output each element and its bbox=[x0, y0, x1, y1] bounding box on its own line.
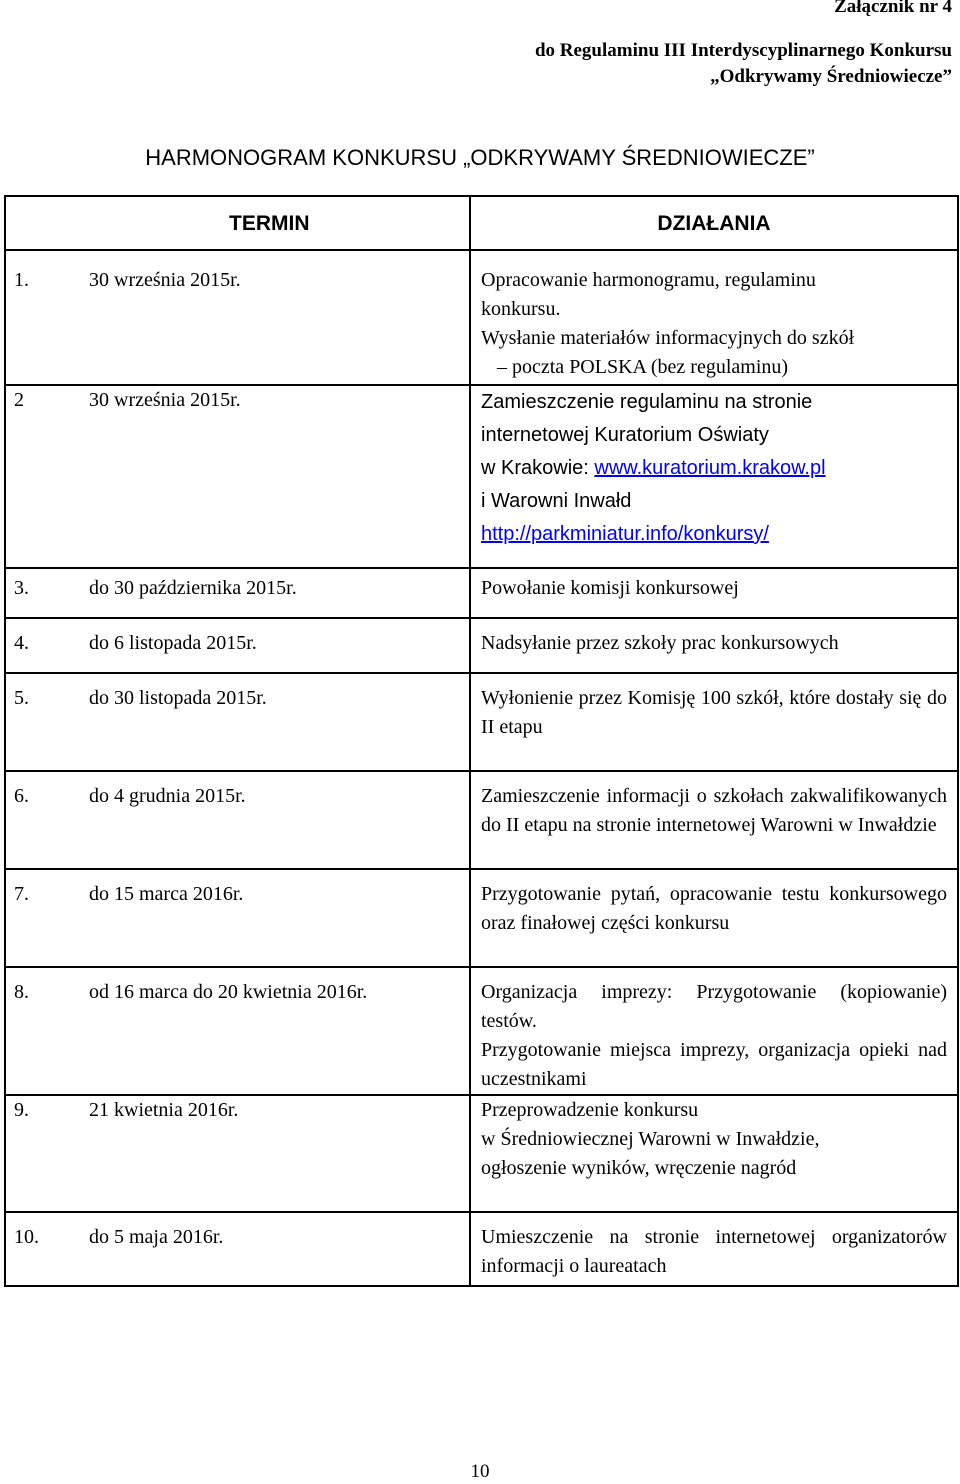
row-actions: Umieszczenie na stronie internetowej organizatorów informacji o laureatach bbox=[470, 1212, 958, 1286]
table-row bbox=[5, 618, 958, 673]
attachment-number: Załącznik nr 4 bbox=[834, 0, 952, 17]
document-title: HARMONOGRAM KONKURSU „ODKRYWAMY ŚREDNIOWIECZE” bbox=[145, 145, 815, 170]
table-header-row bbox=[5, 196, 958, 250]
row-date: do 6 listopada 2015r. bbox=[89, 618, 470, 673]
contest-name: „Odkrywamy Średniowiecze” bbox=[710, 66, 952, 87]
row-date: do 15 marca 2016r. bbox=[89, 869, 470, 967]
parkminiatur-link[interactable]: http://parkminiatur.info/konkursy/ bbox=[481, 523, 769, 545]
column-header-termin: TERMIN bbox=[89, 196, 470, 250]
row-number: 9. bbox=[5, 1095, 89, 1212]
row-date: od 16 marca do 20 kwietnia 2016r. bbox=[89, 967, 470, 1095]
kuratorium-link[interactable]: www.kuratorium.krakow.pl bbox=[594, 457, 826, 479]
row-number: 1. bbox=[5, 250, 89, 385]
row-actions: Przeprowadzenie konkursu w Średniowiecznej Warowni w Inwałdzie, ogłoszenie wyników, wręczenie nagród bbox=[470, 1095, 958, 1212]
row-date: do 5 maja 2016r. bbox=[89, 1212, 470, 1286]
row-number: 2 bbox=[5, 385, 89, 568]
row-actions: Zamieszczenie regulaminu na stronie internetowej Kuratorium Oświaty w Krakowie: www.kuratorium.krakow.pl i Warowni Inwałd http://parkminiatur.info/konkursy/ bbox=[470, 385, 958, 568]
table-row bbox=[5, 869, 958, 967]
row-number: 3. bbox=[5, 568, 89, 618]
row-actions: Powołanie komisji konkursowej bbox=[470, 568, 958, 618]
page-number: 10 bbox=[470, 1461, 490, 1482]
row-actions: Wyłonienie przez Komisję 100 szkół, które dostały się do II etapu bbox=[470, 673, 958, 771]
table-row bbox=[5, 568, 958, 618]
table-row bbox=[5, 250, 958, 385]
row-number: 4. bbox=[5, 618, 89, 673]
row-actions: Organizacja imprezy: Przygotowanie (kopiowanie) testów. Przygotowanie miejsca imprezy, organizacja opieki nad uczestnikami bbox=[470, 967, 958, 1095]
table-row bbox=[5, 1212, 958, 1286]
table-row bbox=[5, 967, 958, 1095]
table-row bbox=[5, 1095, 958, 1212]
row-number: 8. bbox=[5, 967, 89, 1095]
row-actions: Przygotowanie pytań, opracowanie testu konkursowego oraz finałowej części konkursu bbox=[470, 869, 958, 967]
row-actions: Zamieszczenie informacji o szkołach zakwalifikowanych do II etapu na stronie internetowej Warowni w Inwałdzie bbox=[470, 771, 958, 869]
regulation-reference: do Regulaminu III Interdyscyplinarnego Konkursu bbox=[534, 40, 952, 61]
row-number: 6. bbox=[5, 771, 89, 869]
row-number: 10. bbox=[5, 1212, 89, 1286]
schedule-table bbox=[4, 195, 959, 1287]
row-number: 7. bbox=[5, 869, 89, 967]
column-header-dzialania: DZIAŁANIA bbox=[470, 196, 958, 250]
row-date: 30 września 2015r. bbox=[89, 385, 470, 568]
row-date: 21 kwietnia 2016r. bbox=[89, 1095, 470, 1212]
row-date: do 4 grudnia 2015r. bbox=[89, 771, 470, 869]
row-number: 5. bbox=[5, 673, 89, 771]
table-row bbox=[5, 673, 958, 771]
row-actions: Nadsyłanie przez szkoły prac konkursowych bbox=[470, 618, 958, 673]
table-row bbox=[5, 771, 958, 869]
row-date: do 30 października 2015r. bbox=[89, 568, 470, 618]
row-date: 30 września 2015r. bbox=[89, 250, 470, 385]
table-row bbox=[5, 385, 958, 568]
row-actions: Opracowanie harmonogramu, regulaminu konkursu. Wysłanie materiałów informacyjnych do szkół – poczta POLSKA (bez regulaminu) bbox=[470, 250, 958, 385]
row-date: do 30 listopada 2015r. bbox=[89, 673, 470, 771]
